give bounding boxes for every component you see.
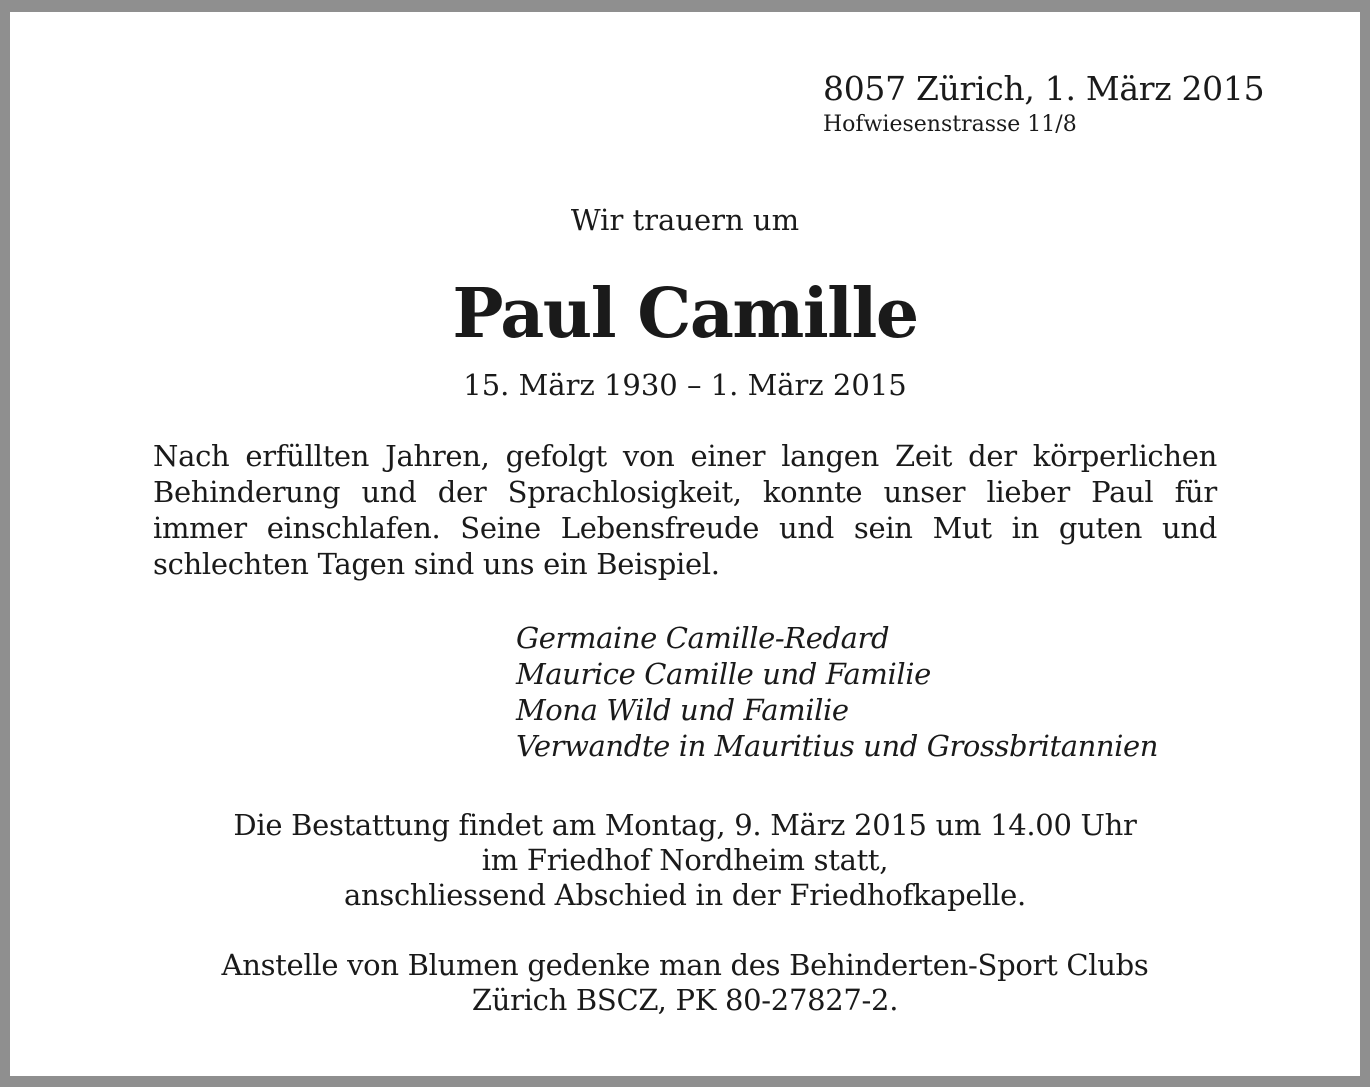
memorial-message: Nach erfüllten Jahren, gefolgt von einer langen Zeit der körperlichen Behinderung und der Sprachlosigkeit, konnte unser lieber Paul für immer einschlafen. Seine Lebensfreude und sein Mut in guten und schlechten Tagen sind uns ein Beispiel.	[153, 439, 1217, 581]
mourner-entry: Maurice Camille und Familie	[516, 657, 931, 691]
obituary-notice	[10, 12, 1360, 1076]
deceased-name: Paul Camille	[452, 274, 918, 354]
place-date: 8057 Zürich, 1. März 2015	[823, 69, 1265, 108]
mourners-list	[516, 620, 1158, 764]
donation-info	[10, 948, 1360, 1018]
funeral-line: Die Bestattung findet am Montag, 9. März 2015 um 14.00 Uhr	[233, 808, 1137, 842]
intro-text: Wir trauern um	[570, 203, 800, 237]
mourner-entry: Mona Wild und Familie	[516, 693, 849, 727]
mourner-entry: Verwandte in Mauritius und Grossbritannien	[516, 729, 1159, 763]
funeral-info	[10, 808, 1360, 913]
sender-address-block	[823, 70, 1264, 140]
funeral-line: anschliessend Abschied in der Friedhofkapelle.	[344, 878, 1026, 912]
funeral-line: im Friedhof Nordheim statt,	[481, 843, 889, 877]
life-dates: 15. März 1930 – 1. März 2015	[463, 368, 907, 402]
mourner-entry: Germaine Camille-Redard	[516, 621, 890, 655]
donation-line: Anstelle von Blumen gedenke man des Behinderten-Sport Clubs	[221, 948, 1149, 982]
donation-line: Zürich BSCZ, PK 80-27827-2.	[471, 983, 899, 1017]
street-address: Hofwiesenstrasse 11/8	[823, 112, 1077, 137]
